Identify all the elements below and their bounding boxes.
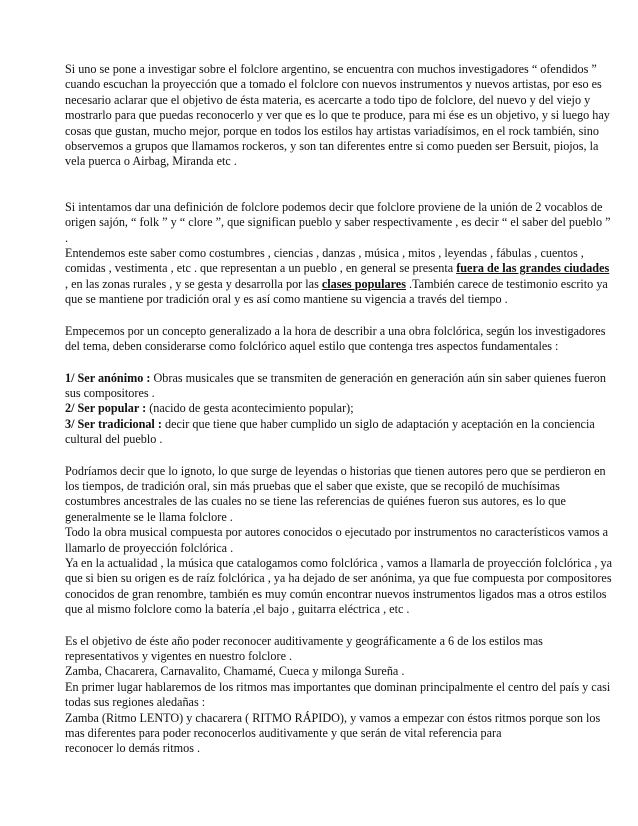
paragraph-saber-text-a: Entendemos este saber como costumbres , ciencias , danzas , música , mitos , leyendas , fábulas , cuentos , comidas , vestimenta , etc . que representan a un pueblo , en general se presenta (65, 246, 584, 276)
paragraph-actualidad: Ya en la actualidad , la música que catalogamos como folclórica , vamos a llamarla de proyección folclórica , ya que si bien su origen es de raíz folclórica , ya ha dejado de ser anónima, ya que fue compuesta por compositores conocidos de gran renombre, también es muy común encontrar nuevos instrumentos ligados mas a otros estilos que al mismo folclore como la batería ,el bajo , guitarra eléctrica , etc . (65, 555, 612, 617)
list-item-popular-label: 2/ Ser popular : (65, 401, 147, 416)
paragraph-saber-text-b: , en las zonas rurales , y se gesta y desarrolla por las (65, 276, 322, 291)
highlight-clases-populares: clases populares (321, 276, 406, 291)
paragraph-intro: Si uno se pone a investigar sobre el folclore argentino, se encuentra con muchos investigadores “ ofendidos ” cuando escuchan la proyección que a tomado el folclore con nuevos instrumentos y nuevos artistas, por eso es necesario aclarar que el objetivo de ésta materia, es acercarte a todo tipo de folclore, del nuevo y del viejo y mostrarlo para que puedas reconocerlo y ver que es lo que te produce, para mi ése es un objetivo, y si luego hay cosas que gustan, mucho mejor, porque en todos los estilos hay artistas variadísimos, en el rock también, sino observemos a grupos que llamamos rockeros, y son tan diferentes entre si como pueden ser Bersuit, piojos, la vela puerca o Airbag, Miranda etc . (65, 62, 610, 169)
paragraph-ignoto: Podríamos decir que lo ignoto, lo que surge de leyendas o historias que tienen autores pero que se perdieron en los tiempos, de tradición oral, sin más pruebas que el saber que existe, que se recopiló de muchísimas costumbres ancestrales de las cuales no se tiene las referencias de quiénes fueron sus autores, es lo que generalmente se le llama folclore . (65, 463, 606, 524)
paragraph-ritmos: En primer lugar hablaremos de los ritmos mas importantes que dominan principalmente el centro del país y casi todas sus regiones aledañas : (65, 679, 611, 710)
list-item-anonimo (65, 371, 613, 402)
paragraph-objetivo: Es el objetivo de éste año poder reconocer auditivamente y geográficamente a 6 de los estilos mas representativos y vigentes en nuestro folclore . (65, 633, 543, 663)
paragraph-spacer (65, 186, 613, 200)
list-item-popular (65, 401, 613, 416)
list-item-popular-text: (nacido de gesta acontecimiento popular); (146, 401, 354, 416)
paragraph-zamba-chacarera: Zamba (Ritmo LENTO) y chacarera ( RITMO RÁPIDO), y vamos a empezar con éstos ritmos porque son los mas diferentes para poder reconocerlos auditivamente y que serán de vital referencia para (65, 710, 601, 741)
list-item-tradicional-label: 3/ Ser tradicional : (65, 416, 162, 431)
paragraph-obra-musical: Todo la obra musical compuesta por autores conocidos o ejecutado por instrumentos no característicos vamos a llamarlo de proyección folclórica . (65, 525, 609, 555)
list-item-anonimo-label: 1/ Ser anónimo : (65, 370, 151, 385)
paragraph-estilos: Zamba, Chacarera, Carnavalito, Chamamé, Cueca y milonga Sureña . (65, 664, 405, 679)
list-item-anonimo-text: Obras musicales que se transmiten de generación en generación aún sin saber quienes fueron sus compositores . (65, 370, 606, 400)
list-item-tradicional-text: decir que tiene que haber cumplido un siglo de adaptación y aceptación en la conciencia cultural del pueblo . (65, 416, 595, 447)
paragraph-saber-text-c: .También carece de testimonio escrito ya que se mantiene por tradición oral y es así como mantiene su vigencia a través del tiempo . (65, 276, 608, 307)
paragraph-saber (65, 246, 613, 308)
highlight-fuera-de-ciudades: fuera de las grandes ciudades (456, 261, 610, 276)
paragraph-definition: Si intentamos dar una definición de folclore podemos decir que folclore proviene de la unión de 2 vocablos de origen sajón, “ folk ” y “ clore ”, que significan pueblo y saber respectivamente , es decir “ el saber del pueblo ” . (65, 199, 611, 245)
paragraph-final: reconocer lo demás ritmos . (65, 741, 201, 756)
list-item-tradicional (65, 417, 613, 448)
document-page (65, 62, 613, 757)
paragraph-concepto: Empecemos por un concepto generalizado a la hora de describir a una obra folclórica, según los investigadores del tema, deben considerarse como folclórico aquel estilo que contenga tres aspectos fundamentales : (65, 323, 606, 354)
